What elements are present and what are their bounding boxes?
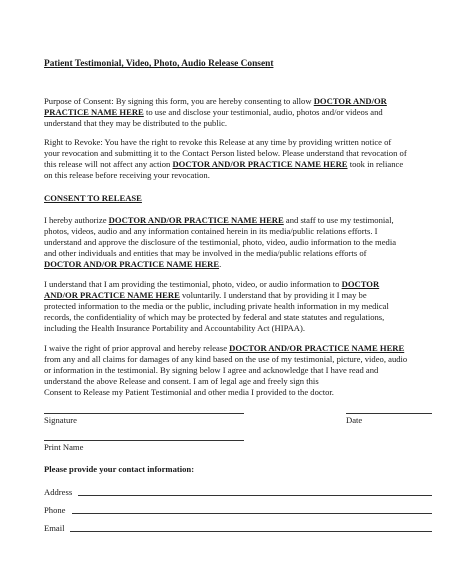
authorize-line-1: I hereby authorize DOCTOR AND/OR PRACTICE NAME HERE and staff to use my testimonial,	[44, 215, 394, 225]
waive-line-4: understand the above Release and consent. I am of legal age and freely sign this	[44, 376, 319, 386]
signature-label: Signature	[44, 415, 77, 425]
practice-name-placeholder: DOCTOR AND/OR PRACTICE NAME HERE	[172, 159, 348, 169]
purpose-line-2: PRACTICE NAME HERE to use and disclose your testimonial, audio, photos and/or videos and	[44, 107, 383, 117]
revoke-line-1: Right to Revoke: You have the right to revoke this Release at any time by providing written notice of	[44, 137, 392, 147]
waive-line-3: or information in the testimonial. By signing below I agree and acknowledge that I have read and	[44, 365, 379, 375]
practice-name-placeholder: AND/OR PRACTICE NAME HERE	[44, 290, 180, 300]
authorize-line-3: understand and approve the disclosure of the testimonial, photo, video, audio information to the media	[44, 237, 397, 247]
waive-line-2: from any and all claims for damages of any kind based on the use of my testimonial, picture, video, audio	[44, 354, 408, 364]
address-field[interactable]	[78, 495, 432, 496]
date-label: Date	[346, 415, 363, 425]
revoke-line-2: your revocation and submitting it to the Contact Person listed below. Please understand that revocation of	[44, 148, 407, 158]
revoke-line-3: this release will not affect any action DOCTOR AND/OR PRACTICE NAME HERE took in reliance	[44, 159, 404, 169]
print-name-line[interactable]	[44, 440, 244, 441]
phone-label: Phone	[44, 505, 66, 515]
understand-line-4: records, the confidentiality of which may be protected by federal and state statutes and regulations,	[44, 312, 385, 322]
practice-name-placeholder: DOCTOR AND/OR	[313, 96, 387, 106]
email-field[interactable]	[70, 531, 432, 532]
practice-name-placeholder: PRACTICE NAME HERE	[44, 107, 144, 117]
revoke-line-4: on this release before receiving your revocation.	[44, 170, 210, 180]
signature-line[interactable]	[44, 413, 244, 414]
practice-name-placeholder: DOCTOR	[341, 279, 380, 289]
understand-line-1: I understand that I am providing the testimonial, photo, video, or audio information to DOCTOR	[44, 279, 380, 289]
contact-heading: Please provide your contact information:	[44, 464, 195, 474]
phone-field[interactable]	[72, 513, 432, 514]
practice-name-placeholder: DOCTOR AND/OR PRACTICE NAME HERE	[44, 259, 220, 269]
authorize-line-4: and other individuals and entities that may be involved in the media/public relations efforts of	[44, 248, 367, 258]
authorize-line-5: DOCTOR AND/OR PRACTICE NAME HERE.	[44, 259, 222, 269]
print-name-label: Print Name	[44, 442, 84, 452]
understand-line-5: including the Health Insurance Portability and Accountability Act (HIPAA).	[44, 323, 306, 333]
purpose-line-3: understand that they may be distributed to the public.	[44, 118, 228, 128]
document-title: Patient Testimonial, Video, Photo, Audio Release Consent	[44, 59, 274, 69]
consent-heading: CONSENT TO RELEASE	[44, 193, 142, 203]
address-label: Address	[44, 487, 73, 497]
authorize-line-2: photos, videos, audio and any information contained herein in its media/public relations efforts. I	[44, 226, 378, 236]
understand-line-2: AND/OR PRACTICE NAME HERE voluntarily. I understand that by providing it I may be	[44, 290, 367, 300]
email-label: Email	[44, 523, 65, 533]
date-line[interactable]	[346, 413, 432, 414]
practice-name-placeholder: DOCTOR AND/OR PRACTICE NAME HERE	[229, 343, 405, 353]
practice-name-placeholder: DOCTOR AND/OR PRACTICE NAME HERE	[108, 215, 284, 225]
waive-line-5: Consent to Release my Patient Testimonial and other media I provided to the doctor.	[44, 387, 334, 397]
understand-line-3: protected information to the media or the public, including private health information in my medical	[44, 301, 389, 311]
waive-line-1: I waive the right of prior approval and hereby release DOCTOR AND/OR PRACTICE NAME HERE	[44, 343, 405, 353]
purpose-line-1: Purpose of Consent: By signing this form, you are hereby consenting to allow DOCTOR AND/OR	[44, 96, 387, 106]
